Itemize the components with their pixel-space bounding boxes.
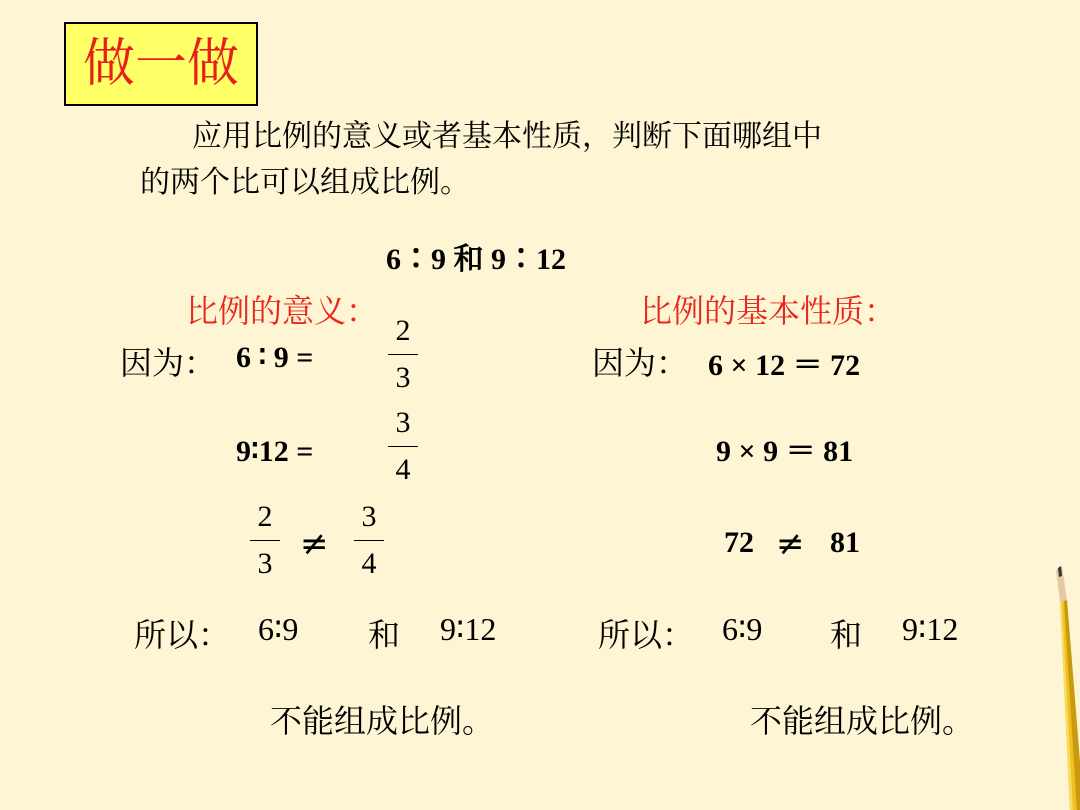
right-compare-a: 72	[724, 526, 754, 559]
fraction-bar	[250, 540, 280, 541]
right-heading: 比例的基本性质：	[640, 292, 897, 330]
right-eq2: 9 × 9 ＝ 81	[716, 435, 854, 468]
intro-line-2: 的两个比可以组成比例。	[140, 165, 470, 200]
problem-statement: 6∶9 和 9∶12	[386, 243, 566, 276]
right-so-ratio-2: 9∶12	[902, 611, 959, 647]
fraction-denominator: 4	[395, 453, 411, 486]
left-so-ratio-2: 9∶12	[440, 611, 497, 647]
fraction-bar	[388, 446, 418, 447]
slide-title: 做一做	[82, 34, 239, 94]
left-eq1-lhs: 6 ∶ 9 =	[236, 341, 314, 374]
left-eq2-fraction	[388, 408, 418, 485]
left-so-ratio-1: 6∶9	[258, 611, 299, 647]
right-so-and: 和	[830, 616, 863, 654]
right-conclusion: 不能组成比例。	[750, 702, 975, 740]
fraction-bar	[388, 354, 418, 355]
fraction-bar	[354, 540, 384, 541]
pencil-icon	[1020, 560, 1080, 810]
fraction-denominator: 4	[361, 547, 377, 580]
left-heading: 比例的意义：	[186, 292, 379, 330]
right-not-equal-sign: ≠	[776, 524, 805, 564]
left-eq1-fraction	[388, 316, 418, 393]
fraction-denominator: 3	[395, 361, 411, 394]
right-so: 所以：	[598, 616, 695, 654]
left-compare-fraction-b	[354, 502, 384, 579]
left-conclusion: 不能组成比例。	[270, 702, 495, 740]
fraction-numerator: 3	[395, 406, 411, 439]
intro-line-1: 应用比例的意义或者基本性质，判断下面哪组中	[192, 119, 822, 154]
fraction-numerator: 3	[361, 500, 377, 533]
fraction-denominator: 3	[257, 547, 273, 580]
left-because: 因为：	[120, 344, 217, 382]
left-so-and: 和	[368, 616, 401, 654]
left-eq2-lhs: 9∶12 =	[236, 435, 314, 468]
right-compare-b: 81	[830, 526, 860, 559]
fraction-numerator: 2	[395, 314, 411, 347]
fraction-numerator: 2	[257, 500, 273, 533]
right-eq1: 6 × 12 ＝ 72	[708, 349, 861, 382]
left-so: 所以：	[134, 616, 231, 654]
left-compare-fraction-a	[250, 502, 280, 579]
right-so-ratio-1: 6∶9	[722, 611, 763, 647]
left-not-equal-sign: ≠	[300, 524, 329, 564]
right-because: 因为：	[592, 344, 689, 382]
title-box	[64, 22, 258, 106]
